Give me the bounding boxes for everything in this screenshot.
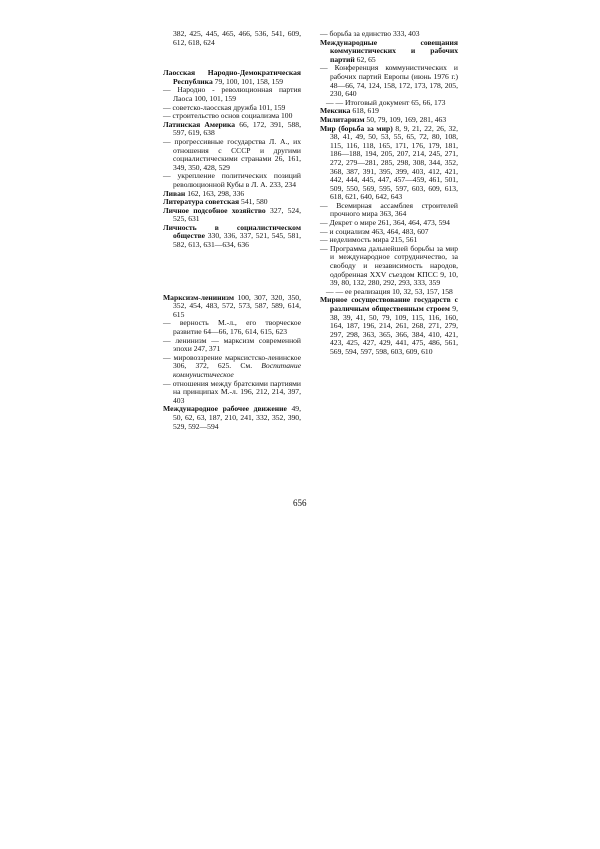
index-subentry: — верность М.-л., его творческое развитие 64—66, 176, 614, 615, 623 — [163, 318, 301, 337]
index-subentry — [163, 354, 301, 380]
entry-heading: Международное рабочее движение — [163, 404, 287, 414]
index-subentry: — борьба за единство 333, 403 — [320, 29, 420, 38]
entry-pages: 162, 163, 298, 336 — [185, 188, 245, 198]
see-label: См. — [240, 361, 262, 371]
index-entry-conferences — [320, 39, 458, 65]
entry-heading: Личность в социалистическом обществе — [163, 222, 301, 241]
index-subentry: — Декрет о мире 261, 364, 464, 473, 594 — [320, 218, 450, 228]
index-subentry: — — ее реализация 10, 32, 53, 157, 158 — [326, 286, 453, 296]
index-subentry: — укрепление политических позиций революционной Кубы в Л. А. 233, 234 — [163, 171, 301, 189]
page-number: 656 — [293, 498, 307, 508]
index-column-right — [320, 30, 458, 357]
entry-pages: 8, 9, 21, 22, 26, 32, 38, 41, 49, 50, 53, 55, 65, 72, 80, 108, 115, 116, 118, 165, 171, 176, 179, 181, 186—188, 194, 205, 207, 214, 245, 271, 272, 279—281, 285, 298, 308, 344, 352, 368, 387, 391, 395, 399, 403, 412, 421, 442, 444, 445, 447, 457—459, 461, 501, 509, 550, 569, 595, 597, 603, 609, 613, 618, 621, 640, 642, 643 — [330, 123, 459, 202]
entry-pages: 541, 580 — [239, 197, 268, 207]
entry-heading: Международные совещания коммунистических и рабочих партий — [320, 37, 458, 64]
index-subentry: — Конференция коммунистических и рабочих партий Европы (июнь 1976 г.) 48—66, 74, 124, 158, 172, 173, 178, 205, 230, 640 — [320, 63, 458, 99]
entry-pages: 618, 619 — [350, 106, 379, 116]
entry-heading: Мирное сосуществование государств с различным общественным строем — [320, 295, 458, 313]
entry-heading: Мексика — [320, 106, 351, 116]
index-continuation: 382, 425, 445, 465, 466, 536, 541, 609, 612, 618, 624 — [173, 29, 301, 47]
index-subentry: — Программа дальнейшей борьбы за мир и международное сотрудничество, за свободу и независимость народов, одобренная XXV съездом КПСС 9, 10, 39, 80, 132, 280, 292, 293, 333, 359 — [320, 243, 458, 288]
index-entry-latin-america — [163, 121, 301, 138]
index-entry-coexistence — [320, 296, 458, 356]
entry-pages: 100, 307, 320, 350, 352, 454, 483, 572, 573, 587, 589, 614, 615 — [173, 292, 301, 319]
index-entry-personal-farm — [163, 207, 301, 224]
index-entry-personality — [163, 224, 301, 250]
entry-heading: Литература советская — [163, 197, 240, 207]
entry-pages: 330, 336, 337, 521, 545, 581, 582, 613, 631—634, 636 — [173, 231, 301, 250]
column-gap — [163, 47, 301, 69]
index-entry-marxism-leninism — [163, 294, 301, 320]
entry-heading: Латинская Америка — [163, 119, 236, 129]
index-column-left — [163, 30, 301, 431]
index-subentry: — — Итоговый документ 65, 66, 173 — [326, 97, 446, 107]
subentry-text: — мировоззрение марксистско-ленинское 306, 372, 625. — [163, 352, 301, 371]
index-subentry: — Народно - революционная партия Лаоса 100, 101, 159 — [163, 85, 301, 103]
index-subentry: — прогрессивные государства Л. А., их отношения с СССР и другими социалистическими странами 26, 161, 349, 350, 428, 529 — [163, 136, 301, 172]
index-entry-peace — [320, 125, 458, 202]
entry-heading: Милитаризм — [320, 114, 365, 124]
index-subentry: — строительство основ социализма 100 — [163, 111, 293, 121]
entry-heading: Мир (борьба за мир) — [320, 123, 393, 133]
index-subentry: — и социализм 463, 464, 483, 607 — [320, 226, 429, 236]
entry-pages: 50, 79, 109, 169, 281, 463 — [364, 114, 447, 124]
entry-pages: 327, 524, 525, 631 — [173, 205, 301, 224]
index-subentry: — отношения между братскими партиями на принципах М.-л. 196, 212, 214, 397, 403 — [163, 378, 301, 405]
index-subentry: — Всемирная ассамблея строителей прочного мира 363, 364 — [320, 200, 458, 219]
index-subentry: — ленинизм — марксизм современной эпохи 247, 371 — [163, 335, 301, 354]
entry-heading: Личное подсобное хозяйство — [163, 205, 266, 215]
entry-pages: 62, 65 — [354, 54, 376, 64]
index-entry-labour-movement — [163, 405, 301, 431]
entry-heading: Марксизм-ленинизм — [163, 292, 235, 302]
entry-pages: 79, 100, 101, 158, 159 — [212, 76, 283, 86]
entry-heading: Ливан — [163, 188, 186, 198]
column-gap — [163, 250, 301, 294]
index-subentry: — неделимость мира 215, 561 — [320, 235, 418, 245]
index-entry-laos — [163, 69, 301, 86]
entry-pages: 49, 50, 62, 63, 187, 210, 241, 332, 352, 390, 529, 592—594 — [173, 404, 302, 431]
see-reference: Воспитание коммунистическое — [173, 361, 301, 379]
entry-heading: Лаосская Народно-Демократическая Республика — [163, 68, 301, 86]
entry-pages: 66, 172, 391, 588, 597, 619, 638 — [173, 119, 301, 138]
index-subentry: — советско-лаосская дружба 101, 159 — [163, 102, 286, 112]
entry-pages: 9, 38, 39, 41, 50, 79, 109, 115, 116, 160, 164, 187, 196, 214, 261, 268, 271, 279, 297, 298, 363, 365, 366, 384, 410, 421, 423, 425, 427, 429, 441, 475, 486, 561, 569, 594, 597, 598, 603, 609, 610 — [330, 304, 458, 356]
